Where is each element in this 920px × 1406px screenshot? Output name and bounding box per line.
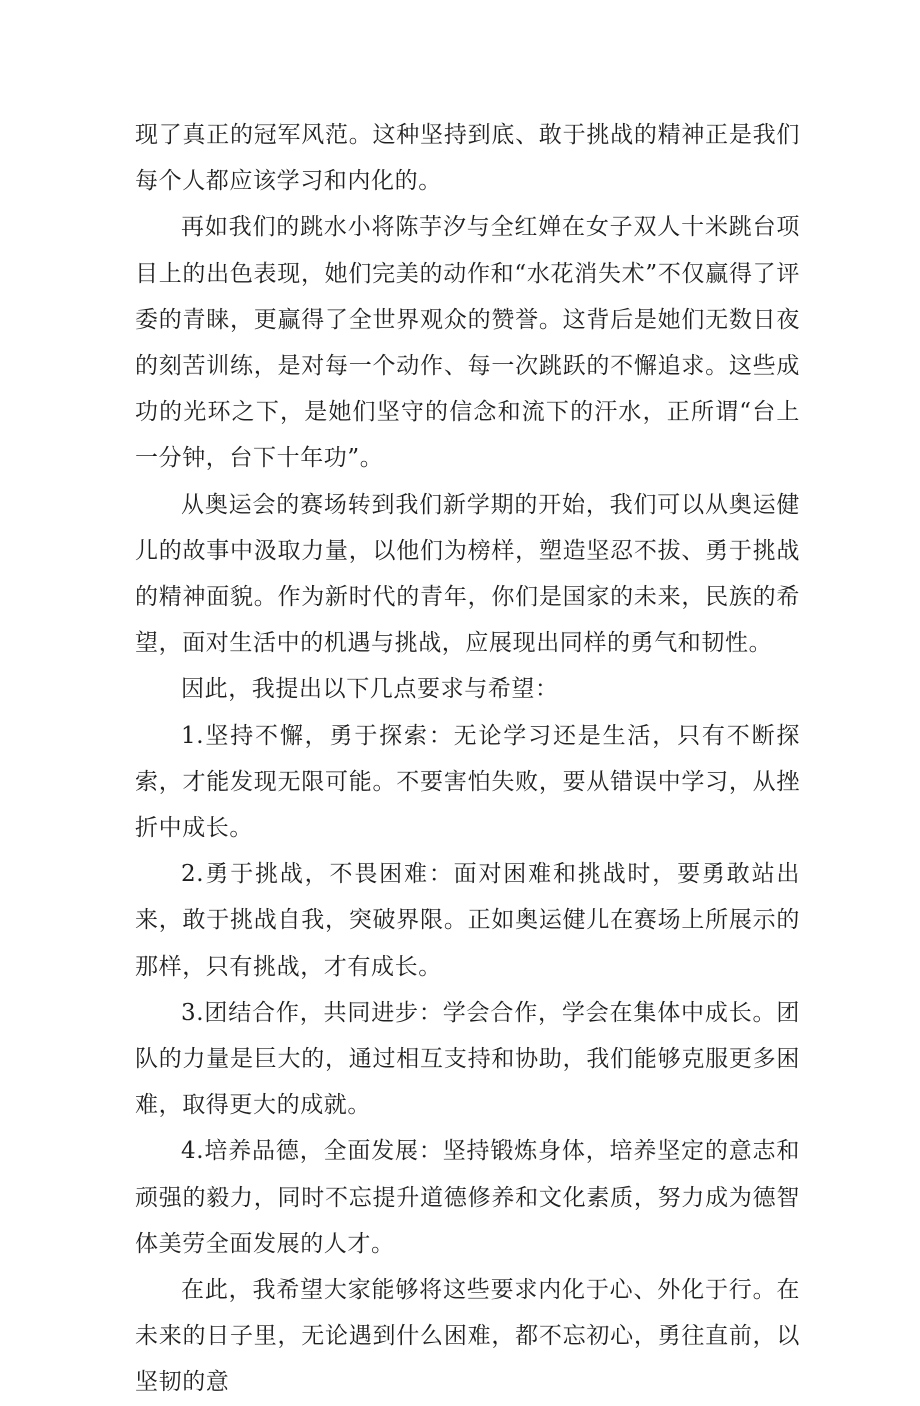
list-item-number: 2 (181, 861, 197, 888)
paragraph-closing: 在此，我希望大家能够将这些要求内化于心、外化于行。在未来的日子里，无论遇到什么困难，都不忘初心，勇往直前，以坚韧的意 (135, 1277, 800, 1396)
list-item-number: 3 (181, 999, 197, 1026)
list-item (135, 713, 800, 852)
body-text (135, 112, 800, 1406)
paragraph-inspiration: 从奥运会的赛场转到我们新学期的开始，我们可以从奥运健儿的故事中汲取力量，以他们为榜样，塑造坚忍不拔、勇于挑战的精神面貌。作为新时代的青年，你们是国家的未来，民族的希望，面对生活中的机遇与挑战，应展现出同样的勇气和韧性。 (135, 491, 800, 657)
list-item-text: .勇于挑战，不畏困难：面对困难和挑战时，要勇敢站出来，敢于挑战自我，突破界限。正如奥运健儿在赛场上所展示的那样，只有挑战，才有成长。 (135, 861, 800, 980)
paragraph-requirements-intro: 因此，我提出以下几点要求与希望： (181, 676, 559, 703)
list-item-number: 4 (181, 1138, 197, 1165)
list-item (135, 851, 800, 990)
list-item-text: .团结合作，共同进步：学会合作，学会在集体中成长。团队的力量是巨大的，通过相互支持和协助，我们能够克服更多困难，取得更大的成就。 (135, 999, 800, 1119)
list-item-text: .培养品德，全面发展：坚持锻炼身体，培养坚定的意志和顽强的毅力，同时不忘提升道德修养和文化素质，努力成为德智体美劳全面发展的人才。 (135, 1138, 800, 1257)
list-item (135, 990, 800, 1129)
paragraph-diving: 再如我们的跳水小将陈芋汐与全红婵在女子双人十米跳台项目上的出色表现，她们完美的动作和“水花消失术”不仅赢得了评委的青睐，更赢得了全世界观众的赞誉。这背后是她们无数日夜的刻苦训练，是对每一个动作、每一次跳跃的不懈追求。这些成功的光环之下，是她们坚守的信念和流下的汗水，正所谓“台上一分钟，台下十年功”。 (135, 214, 800, 472)
paragraph-continuation: 现了真正的冠军风范。这种坚持到底、敢于挑战的精神正是我们每个人都应该学习和内化的。 (135, 122, 800, 195)
list-item (135, 1128, 800, 1267)
list-item-text: .坚持不懈，勇于探索：无论学习还是生活，只有不断探索，才能发现无限可能。不要害怕失败，要从错误中学习，从挫折中成长。 (135, 722, 800, 842)
list-item-number: 1 (181, 722, 197, 749)
